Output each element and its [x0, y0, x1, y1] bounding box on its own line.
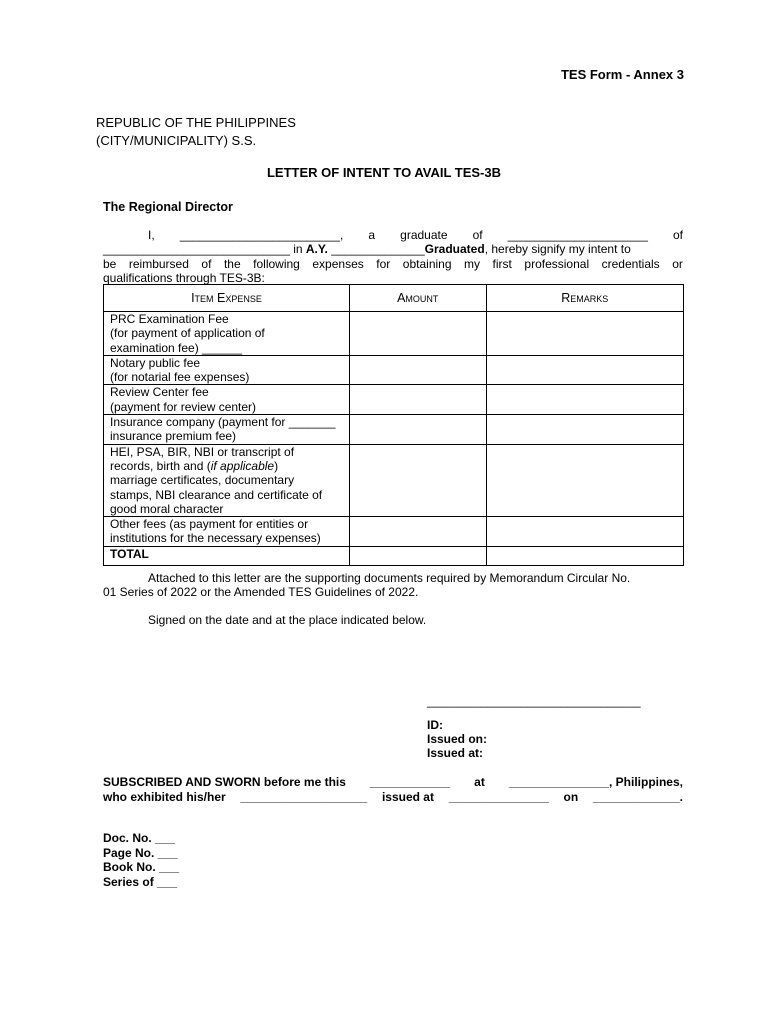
column-header-remarks: Remarks	[486, 285, 683, 312]
expense-item-review-center	[104, 385, 350, 415]
expense-item-insurance	[104, 415, 350, 445]
amount-cell	[349, 415, 486, 445]
signed-paragraph: Signed on the date and at the place indicated below.	[148, 613, 427, 627]
table-row	[104, 444, 684, 516]
amount-cell	[349, 444, 486, 516]
attached-paragraph	[103, 571, 683, 600]
amount-cell	[349, 355, 486, 385]
intro-word: for	[376, 256, 391, 271]
sworn-issued-at-blank: _______________	[448, 789, 549, 804]
sworn-line-1	[103, 775, 683, 790]
expense-item-line: good moral character	[110, 501, 224, 516]
issued-on-label: Issued on:	[427, 732, 488, 746]
intro-word: obtaining	[402, 256, 452, 271]
total-label: TOTAL	[104, 546, 350, 565]
intro-word: of	[201, 256, 212, 271]
remarks-cell	[486, 415, 683, 445]
remarks-cell	[486, 355, 683, 385]
sworn-text: who exhibited his/her	[103, 789, 226, 804]
sworn-text: at	[474, 775, 485, 789]
intro-word: of	[472, 228, 483, 242]
sworn-statement	[103, 775, 683, 804]
document-title: LETTER OF INTENT TO AVAIL TES-3B	[266, 165, 501, 180]
expense-item-line: PRC Examination Fee	[110, 312, 229, 326]
intro-word: expenses	[312, 256, 364, 271]
signature-line: ________________________________	[427, 694, 641, 708]
intro-paragraph	[103, 228, 683, 285]
expense-item-text: Insurance company (payment for	[110, 415, 286, 430]
amount-cell	[349, 385, 486, 415]
sworn-text: issued at	[381, 789, 434, 804]
page-no: Page No. ___	[103, 845, 178, 860]
sworn-text: SUBSCRIBED AND SWORN before me this	[103, 775, 346, 789]
applicant-name-blank: ________________________,	[179, 228, 344, 242]
table-row	[104, 312, 684, 356]
intro-word: or	[672, 256, 683, 271]
intro-word: following	[253, 256, 300, 271]
expense-item-line: stamps, NBI clearance and certificate of	[110, 487, 323, 502]
expense-item-other-fees	[104, 517, 350, 547]
column-header-item-expense: Item Expense	[104, 285, 350, 312]
intro-word: graduate	[400, 228, 448, 242]
table-row	[104, 517, 684, 547]
remarks-cell	[486, 312, 683, 356]
intro-word: I,	[148, 228, 155, 242]
sworn-date-blank: ____________	[369, 775, 451, 789]
intro-word: credentials	[601, 256, 660, 271]
sworn-place-blank: _______________, Philippines,	[508, 775, 683, 789]
sworn-id-blank: ___________________	[240, 789, 368, 804]
if-applicable-emphasis: if applicable	[210, 458, 275, 473]
expense-item-line: marriage certificates, documentary	[110, 473, 295, 488]
expense-item-line: insurance premium fee)	[110, 429, 237, 444]
intro-text: qualifications through TES-3B:	[103, 270, 265, 285]
id-block	[427, 718, 487, 760]
issued-at-label: Issued at:	[427, 746, 484, 760]
intro-word: reimbursed	[128, 256, 189, 271]
intro-text: , hereby signify my intent to	[484, 242, 631, 257]
sworn-text: on	[563, 789, 579, 804]
city-heading: (CITY/MUNICIPALITY) S.S.	[96, 133, 257, 148]
intro-word: be	[103, 256, 117, 271]
table-row	[104, 355, 684, 385]
expense-item-line: Review Center fee	[110, 385, 209, 400]
amount-cell	[349, 312, 486, 356]
school-blank: ____________________________ in	[103, 242, 306, 257]
expense-item-line: examination fee) ______	[110, 340, 243, 355]
table-header-row	[104, 285, 684, 312]
remarks-cell	[486, 385, 683, 415]
intro-word: of	[672, 228, 683, 242]
total-remarks-cell	[486, 546, 683, 565]
expense-item-line: Notary public fee	[110, 355, 201, 370]
expense-item-prc	[104, 312, 350, 356]
id-label: ID:	[427, 718, 443, 732]
expense-table	[103, 284, 684, 566]
expense-item-line: HEI, PSA, BIR, NBI or transcript of	[110, 444, 295, 459]
total-amount-cell	[349, 546, 486, 565]
intro-line-2	[103, 242, 683, 256]
notary-doc-block	[103, 831, 179, 889]
attached-line-1: Attached to this letter are the supporting documents required by Memorandum Circular No.	[148, 571, 631, 585]
expense-item-line: institutions for the necessary expenses)	[110, 531, 321, 546]
table-total-row	[104, 546, 684, 565]
insurance-blank: _______	[288, 415, 336, 430]
doc-no: Doc. No. ___	[103, 831, 176, 845]
intro-word: a	[368, 228, 376, 242]
intro-word: my	[464, 256, 481, 271]
expense-item-line: (for payment of application of	[110, 326, 265, 341]
expense-item-line: (for notarial fee expenses)	[110, 370, 250, 385]
amount-cell	[349, 517, 486, 547]
form-code: TES Form - Annex 3	[560, 67, 684, 82]
expense-item-line	[110, 415, 345, 429]
intro-word: the	[223, 256, 241, 271]
intro-word: first	[492, 256, 512, 271]
academic-year-blank: ______________	[327, 242, 425, 257]
expense-item-line: records, birth and (if applicable)	[110, 458, 279, 473]
attached-line-2: 01 Series of 2022 or the Amended TES Guidelines of 2022.	[103, 585, 419, 600]
remarks-cell	[486, 517, 683, 547]
remarks-cell	[486, 444, 683, 516]
intro-word: professional	[524, 256, 590, 271]
table-row	[104, 385, 684, 415]
expense-item-documents	[104, 444, 350, 516]
book-no: Book No. ___	[103, 860, 180, 874]
expense-item-notary	[104, 355, 350, 385]
intro-line-3	[103, 257, 683, 271]
addressee: The Regional Director	[103, 200, 233, 214]
graduated-label: Graduated	[424, 242, 485, 257]
expense-item-line: (payment for review center)	[110, 399, 257, 414]
column-header-amount: Amount	[349, 285, 486, 312]
republic-heading: REPUBLIC OF THE PHILIPPINES	[96, 115, 296, 130]
expense-item-line: Other fees (as payment for entities or	[110, 517, 309, 532]
intro-line-1	[103, 228, 683, 242]
academic-year-label: A.Y.	[305, 242, 328, 257]
table-row	[104, 415, 684, 445]
program-blank: _____________________	[507, 228, 648, 242]
sworn-line-2	[103, 790, 683, 805]
series-of: Series of ___	[103, 874, 178, 889]
sworn-issued-on-blank: _____________.	[592, 789, 683, 804]
